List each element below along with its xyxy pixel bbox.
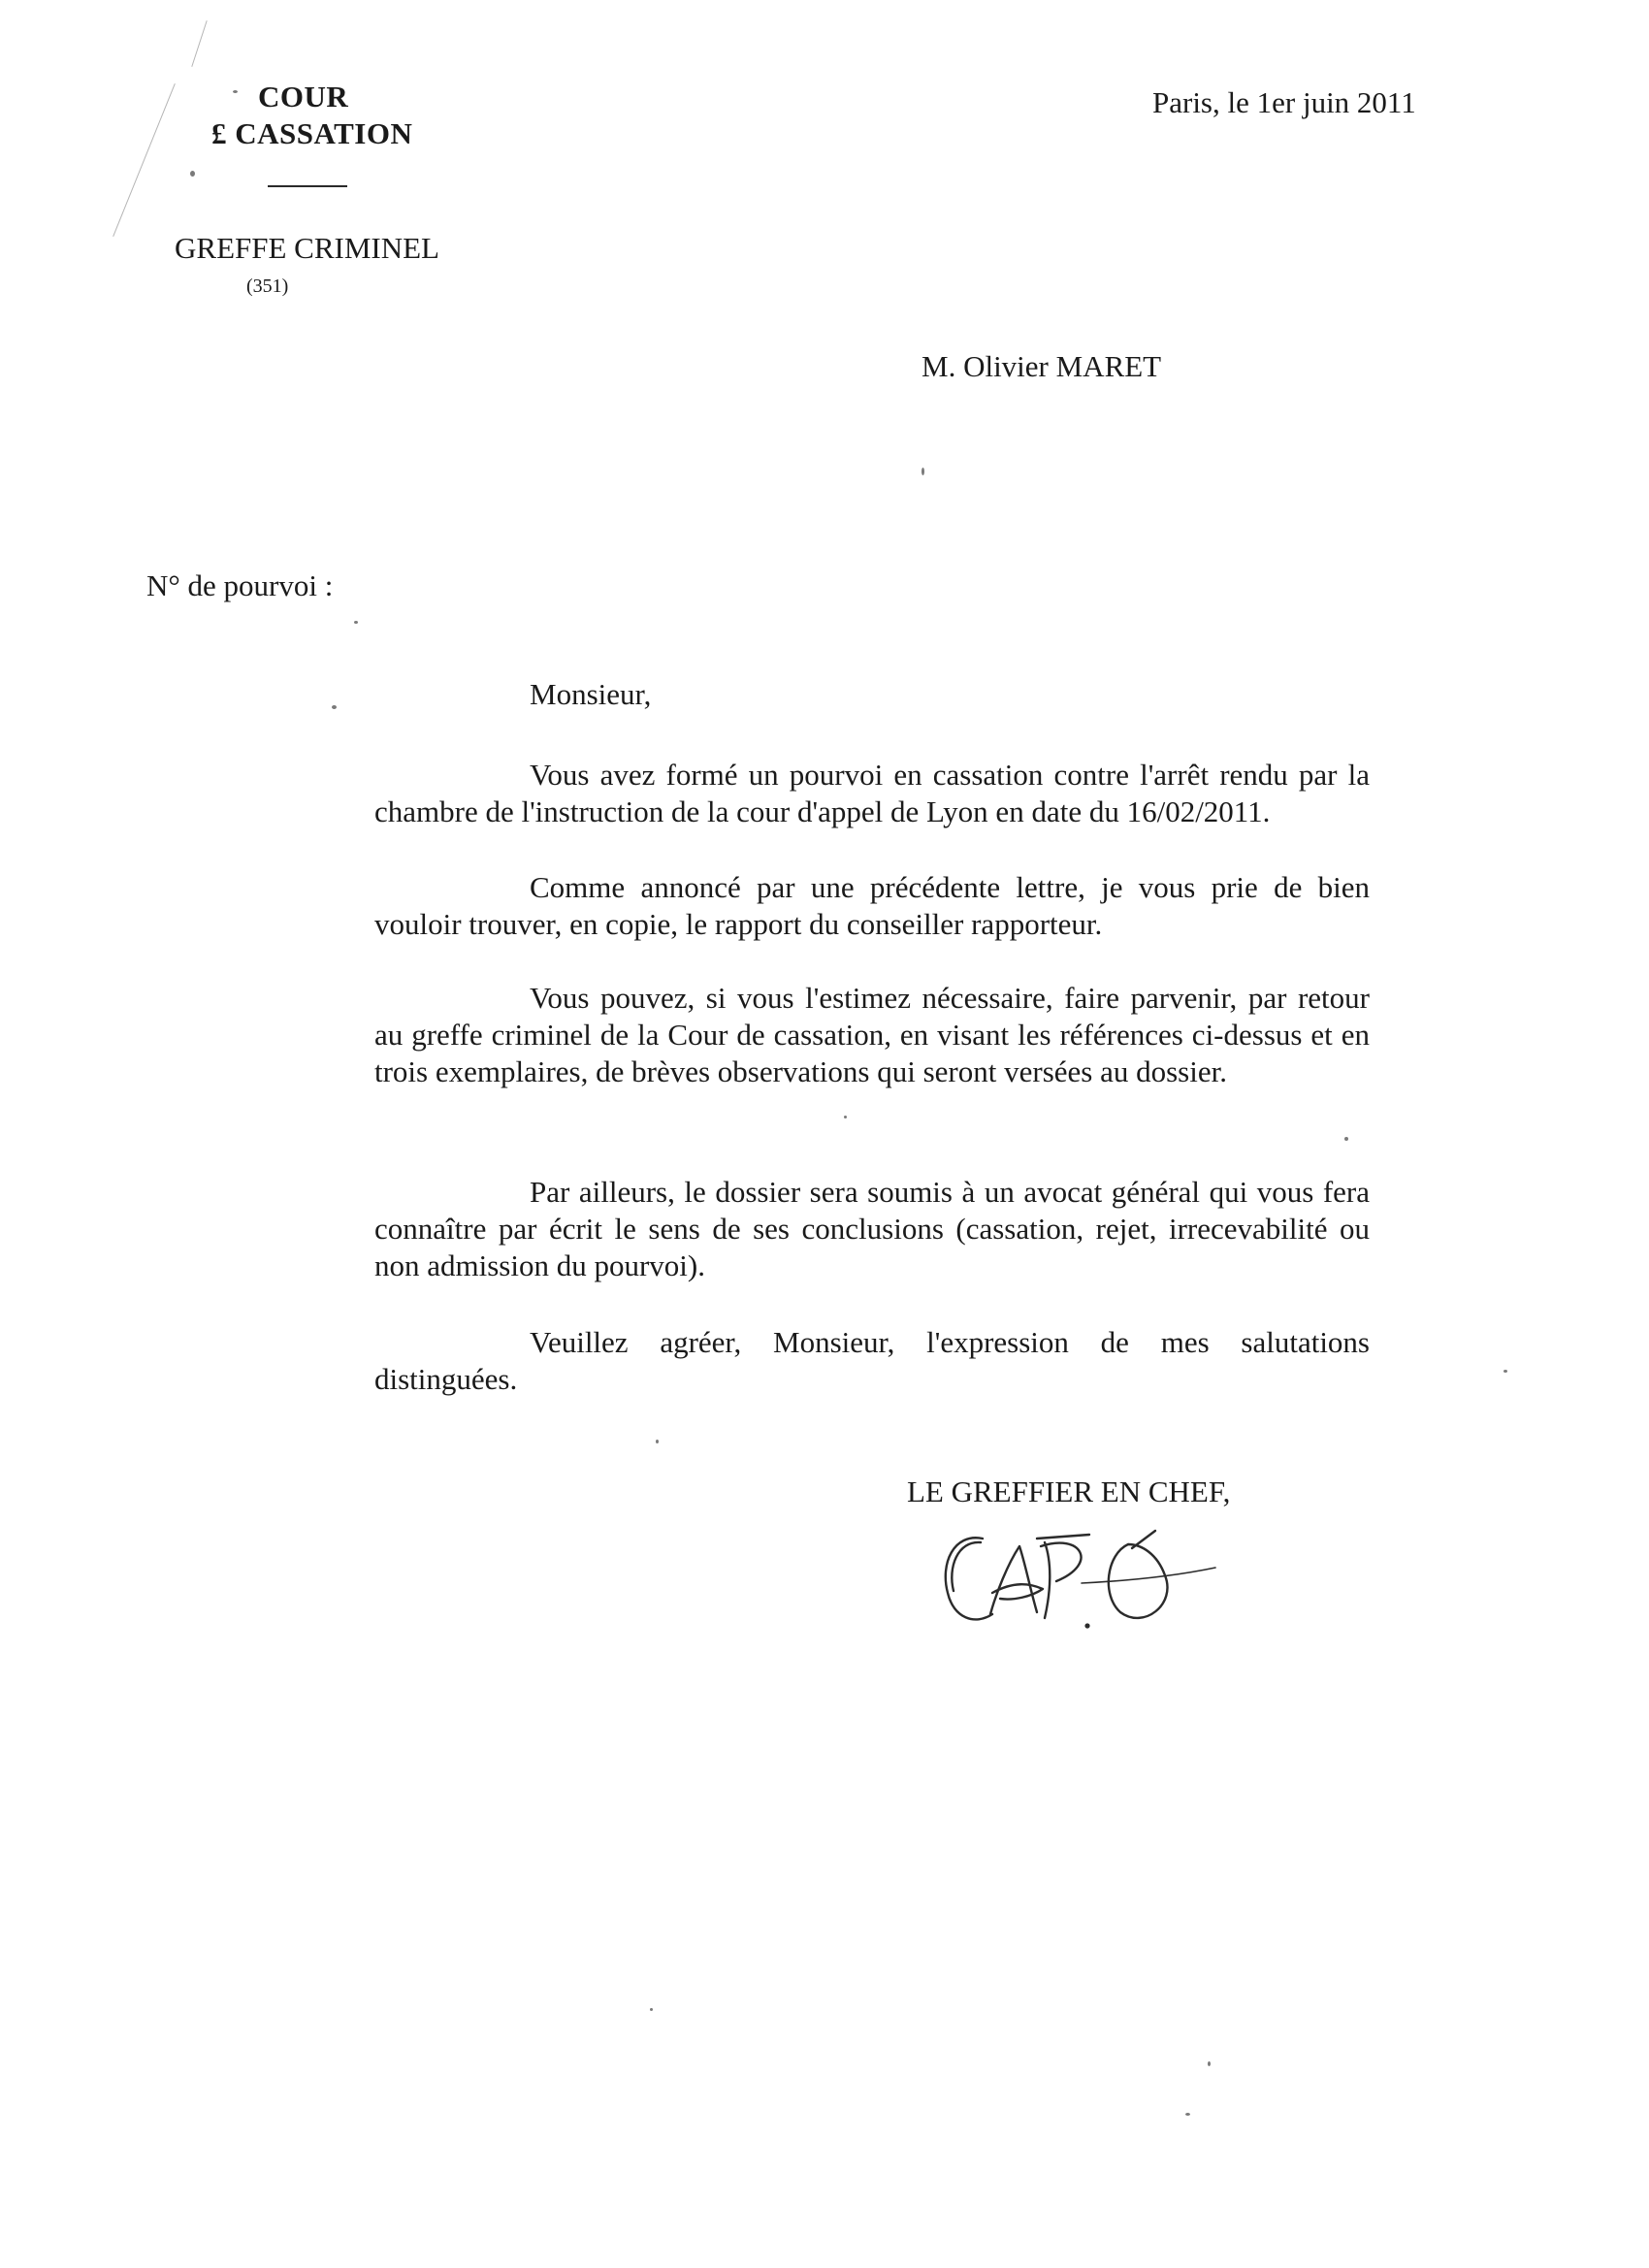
signature-title: LE GREFFIER EN CHEF, xyxy=(907,1474,1231,1508)
scan-speck xyxy=(656,1440,659,1443)
recipient-name: M. Olivier MARET xyxy=(922,349,1162,383)
scan-speck xyxy=(332,705,337,709)
salutation: Monsieur, xyxy=(530,677,652,711)
paragraph-avocat-general: Par ailleurs, le dossier sera soumis à un avocat général qui vous fera connaître par écrit le sens de ses conclusions (cassation, rejet, irrecevabilité ou non admission du pourvoi). xyxy=(374,1175,1370,1282)
scan-speck xyxy=(1504,1370,1507,1373)
date-line: Paris, le 1er juin 2011 xyxy=(1152,85,1416,119)
scan-scratch xyxy=(113,83,176,237)
scan-speck xyxy=(650,2008,653,2011)
scan-scratch xyxy=(191,20,207,67)
handwritten-signature xyxy=(936,1525,1217,1636)
paragraph-appeal: Vous avez formé un pourvoi en cassation contre l'arrêt rendu par la chambre de l'instruction de la cour d'appel de Lyon en date du 16/02/2011. xyxy=(374,758,1370,828)
scan-speck xyxy=(233,90,238,93)
scan-speck xyxy=(1344,1137,1348,1141)
paragraph-report: Comme annoncé par une précédente lettre, je vous prie de bien vouloir trouver, en copie, le rapport du conseiller rapporteur. xyxy=(374,870,1370,941)
scan-speck xyxy=(1185,2113,1190,2116)
letterhead-rule xyxy=(268,185,347,187)
court-name-line-2: £ CASSATION xyxy=(211,116,413,150)
court-name-line-1: COUR xyxy=(258,80,349,113)
scan-speck xyxy=(190,171,195,177)
paragraph-closing: Veuillez agréer, Monsieur, l'expression de mes salutations distinguées. xyxy=(374,1325,1370,1396)
scan-speck xyxy=(1208,2061,1211,2066)
paragraph-observations: Vous pouvez, si vous l'estimez nécessaire, faire parvenir, par retour au greffe criminel de la Cour de cassation, en visant les références ci-dessus et en trois exemplaires, de brèves observations qui seront versées au dossier. xyxy=(374,981,1370,1088)
appeal-number-label: N° de pourvoi : xyxy=(146,568,334,602)
scan-speck xyxy=(844,1116,847,1118)
scan-speck xyxy=(922,468,924,475)
scan-speck xyxy=(354,621,358,624)
department-name: GREFFE CRIMINEL xyxy=(175,231,439,265)
department-code: (351) xyxy=(246,275,289,297)
